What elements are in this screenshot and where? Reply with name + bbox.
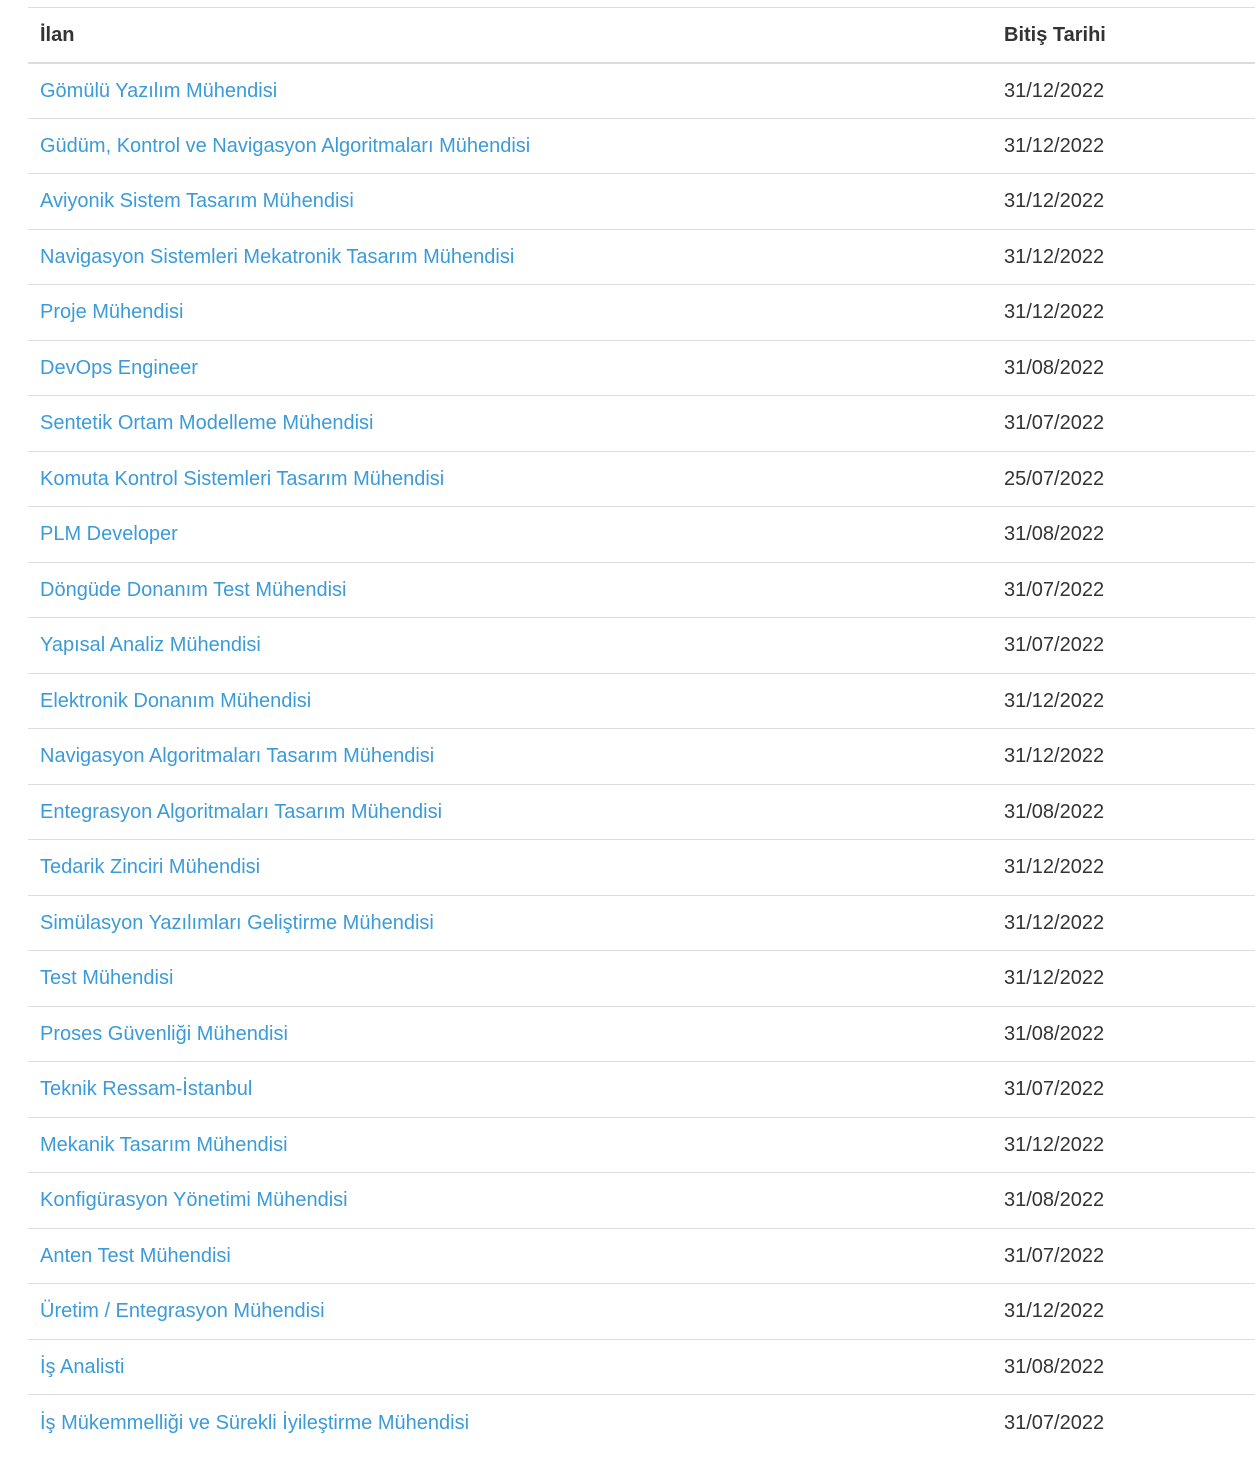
job-title-link[interactable]: Yapısal Analiz Mühendisi xyxy=(40,634,261,657)
table-body xyxy=(28,63,1255,1451)
job-title-cell xyxy=(28,673,992,729)
job-title-cell xyxy=(28,396,992,452)
job-title-cell xyxy=(28,285,992,341)
end-date-cell: 31/12/2022 xyxy=(992,840,1255,896)
end-date-cell: 31/07/2022 xyxy=(992,562,1255,618)
job-title-link[interactable]: Simülasyon Yazılımları Geliştirme Mühendisi xyxy=(40,911,434,934)
table-row xyxy=(28,1062,1255,1118)
end-date-cell: 31/12/2022 xyxy=(992,1117,1255,1173)
table-row xyxy=(28,673,1255,729)
end-date-cell: 31/12/2022 xyxy=(992,285,1255,341)
job-title-cell xyxy=(28,451,992,507)
job-title-link[interactable]: DevOps Engineer xyxy=(40,356,198,379)
job-title-cell xyxy=(28,784,992,840)
job-title-link[interactable]: İş Mükemmelliği ve Sürekli İyileştirme Mühendisi xyxy=(40,1411,470,1434)
end-date-cell: 31/12/2022 xyxy=(992,174,1255,230)
header-row xyxy=(28,8,1255,63)
table-row xyxy=(28,1284,1255,1340)
job-title-link[interactable]: Proje Mühendisi xyxy=(40,301,184,324)
job-title-cell xyxy=(28,118,992,174)
table-row xyxy=(28,285,1255,341)
job-listings-table-container xyxy=(28,7,1255,1450)
job-title-link[interactable]: Elektronik Donanım Mühendisi xyxy=(40,689,312,712)
table-row xyxy=(28,1173,1255,1229)
column-header-title: İlan xyxy=(28,8,992,63)
end-date-cell: 31/07/2022 xyxy=(992,396,1255,452)
job-title-link[interactable]: Proses Güvenliği Mühendisi xyxy=(40,1022,288,1045)
table-row xyxy=(28,562,1255,618)
end-date-cell: 31/12/2022 xyxy=(992,1284,1255,1340)
end-date-cell: 31/12/2022 xyxy=(992,895,1255,951)
end-date-cell: 31/07/2022 xyxy=(992,1062,1255,1118)
table-row xyxy=(28,618,1255,674)
table-row xyxy=(28,1395,1255,1451)
table-row xyxy=(28,1006,1255,1062)
job-title-link[interactable]: Tedarik Zinciri Mühendisi xyxy=(40,856,261,879)
table-row xyxy=(28,1228,1255,1284)
end-date-cell: 31/08/2022 xyxy=(992,784,1255,840)
job-title-cell xyxy=(28,229,992,285)
job-title-link[interactable]: Mekanik Tasarım Mühendisi xyxy=(40,1133,288,1156)
job-title-link[interactable]: Navigasyon Algoritmaları Tasarım Mühendisi xyxy=(40,745,435,768)
job-title-link[interactable]: Sentetik Ortam Modelleme Mühendisi xyxy=(40,412,374,435)
job-title-link[interactable]: Gömülü Yazılım Mühendisi xyxy=(40,79,278,102)
job-title-cell xyxy=(28,63,992,119)
job-title-link[interactable]: Aviyonik Sistem Tasarım Mühendisi xyxy=(40,190,354,213)
job-listings-table xyxy=(28,7,1255,1450)
end-date-cell: 31/12/2022 xyxy=(1004,79,1105,102)
job-title-link[interactable]: Güdüm, Kontrol ve Navigasyon Algoritmaları Mühendisi xyxy=(40,134,531,157)
job-title-cell xyxy=(28,840,992,896)
job-title-cell xyxy=(28,1117,992,1173)
job-title-link[interactable]: Anten Test Mühendisi xyxy=(40,1244,231,1267)
job-title-cell xyxy=(28,895,992,951)
table-row xyxy=(28,784,1255,840)
table-row xyxy=(28,840,1255,896)
job-title-cell xyxy=(28,1006,992,1062)
job-title-link[interactable]: İş Analisti xyxy=(40,1355,125,1378)
job-title-cell xyxy=(28,562,992,618)
table-row xyxy=(28,729,1255,785)
table-row xyxy=(28,1117,1255,1173)
job-title-link[interactable]: Entegrasyon Algoritmaları Tasarım Mühendisi xyxy=(40,800,443,823)
job-title-cell xyxy=(28,1284,992,1340)
table-row xyxy=(28,229,1255,285)
end-date-cell: 31/07/2022 xyxy=(992,618,1255,674)
job-title-link[interactable]: Komuta Kontrol Sistemleri Tasarım Mühendisi xyxy=(40,467,445,490)
end-date-cell: 31/12/2022 xyxy=(992,951,1255,1007)
end-date-cell: 31/08/2022 xyxy=(992,507,1255,563)
job-title-cell xyxy=(28,507,992,563)
table-row xyxy=(28,951,1255,1007)
table-row xyxy=(28,507,1255,563)
job-title-link[interactable]: Konfigürasyon Yönetimi Mühendisi xyxy=(40,1189,348,1212)
job-title-cell xyxy=(28,729,992,785)
end-date-cell: 31/08/2022 xyxy=(992,340,1255,396)
end-date-cell: 31/08/2022 xyxy=(992,1006,1255,1062)
job-title-link[interactable]: PLM Developer xyxy=(40,523,178,546)
job-title-cell xyxy=(28,1228,992,1284)
end-date-cell: 31/12/2022 xyxy=(992,118,1255,174)
table-row xyxy=(28,451,1255,507)
job-title-link[interactable]: Üretim / Entegrasyon Mühendisi xyxy=(40,1300,325,1323)
table-row xyxy=(28,118,1255,174)
job-title-cell xyxy=(28,1395,992,1451)
job-title-cell xyxy=(28,951,992,1007)
end-date-cell: 31/07/2022 xyxy=(992,1395,1255,1451)
table-row xyxy=(28,396,1255,452)
end-date-cell: 31/08/2022 xyxy=(992,1339,1255,1395)
job-title-cell xyxy=(28,1339,992,1395)
table-row xyxy=(28,63,1255,119)
column-header-end-date: Bitiş Tarihi xyxy=(992,8,1255,63)
job-title-cell xyxy=(28,1173,992,1229)
end-date-cell: 25/07/2022 xyxy=(992,451,1255,507)
job-title-link[interactable]: Döngüde Donanım Test Mühendisi xyxy=(40,578,347,601)
table-header xyxy=(28,8,1255,63)
table-row xyxy=(28,340,1255,396)
table-row xyxy=(28,895,1255,951)
end-date-cell: 31/12/2022 xyxy=(992,673,1255,729)
job-title-cell xyxy=(28,618,992,674)
table-row xyxy=(28,1339,1255,1395)
job-title-link[interactable]: Test Mühendisi xyxy=(40,967,174,990)
job-title-link[interactable]: Teknik Ressam-İstanbul xyxy=(40,1078,253,1101)
job-title-cell xyxy=(28,340,992,396)
end-date-cell: 31/07/2022 xyxy=(992,1228,1255,1284)
job-title-link[interactable]: Navigasyon Sistemleri Mekatronik Tasarım Mühendisi xyxy=(40,245,515,268)
end-date-cell: 31/12/2022 xyxy=(992,729,1255,785)
job-title-cell xyxy=(28,174,992,230)
job-title-cell xyxy=(28,1062,992,1118)
end-date-cell: 31/12/2022 xyxy=(992,229,1255,285)
end-date-cell: 31/08/2022 xyxy=(992,1173,1255,1229)
table-row xyxy=(28,174,1255,230)
